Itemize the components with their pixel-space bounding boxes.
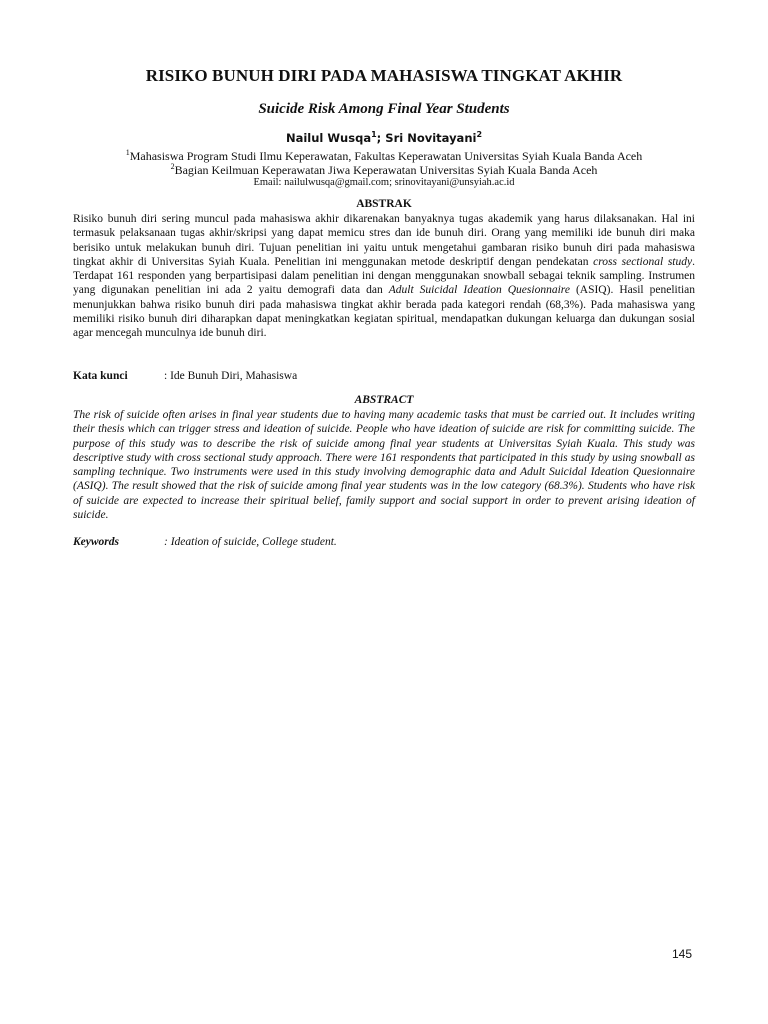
abstrak-text: Risiko bunuh diri sering muncul pada mahasiswa akhir dikarenakan banyaknya tugas akademik yang harus dilaksanakan. Hal ini termasuk pelaksanaan tugas akhir/skripsi yang dapat memicu stres dan ide bunuh diri. Orang yang memiliki ide bunuh diri maka berisiko untuk melakukan bunuh diri. Tujuan penelitian ini yaitu untuk mengetahui gambaran risiko bunuh diri pada mahasiswa tingkat akhir di Universitas Syiah Kuala. Penelitian ini menggunakan metode deskriptif dengan pendekatan: [73, 213, 695, 268]
affiliation-text: Mahasiswa Program Studi Ilmu Keperawatan, Fakultas Keperawatan Universitas Syiah Kuala Banda Aceh: [129, 149, 643, 163]
affiliation-text: Bagian Keilmuan Keperawatan Jiwa Keperawatan Universitas Syiah Kuala Banda Aceh: [174, 163, 598, 177]
affiliation-number: 1: [125, 148, 130, 157]
abstrak-text-italic: Adult Suicidal Ideation Quesionnaire: [388, 284, 570, 297]
affiliation-number: 2: [170, 162, 175, 171]
author-list: [0, 130, 768, 145]
author-name: Nailul Wusqa: [285, 130, 372, 145]
author-separator: ;: [376, 130, 382, 145]
page-number: 145: [672, 947, 693, 961]
abstrak-text: (ASIQ). Hasil penelitian menunjukkan bahwa risiko bunuh diri pada mahasiswa tingkat akhir berada pada kategori rendah (68,3%). Pada mahasiswa yang memiliki risiko bunuh diri diharapkan dapat meningkatkan kegiatan spiritual, mendapatkan dukungan keluarga dan dukungan sosial agar mencegah munculnya ide bunuh diri.: [73, 284, 695, 340]
keywords-label: Keywords: [73, 536, 119, 548]
author-affil-mark: 1: [371, 130, 377, 139]
affiliation-2: [0, 162, 768, 178]
abstrak-text-italic: cross sectional study: [593, 255, 693, 268]
keywords-value: : Ideation of suicide, College student.: [164, 536, 337, 548]
author-affil-mark: 2: [476, 130, 483, 139]
kata-kunci-label: Kata kunci: [73, 370, 128, 382]
abstrak-body: [73, 212, 695, 341]
kata-kunci-value: : Ide Bunuh Diri, Mahasiswa: [164, 370, 298, 382]
abstract-body: The risk of suicide often arises in final year students due to having many academic tasks that must be carried out. It includes writing their thesis which can trigger stress and ideation of suicide. People who have ideation of suicide are risk for committing suicide. The purpose of this study was to describe the risk of suicide among final year students at Universitas Syiah Kuala. This study was descriptive study with cross sectional study approach. There were 161 respondents that participated in this study by using snowball as sampling technique. Two instruments were used in this study involving demographic data and Adult Suicidal Ideation Quesionnaire (ASIQ). The result showed that the risk of suicide among final year students was in the low category (68.3%). Students who have risk of suicide are expected to increase their spiritual belief, family support and social support in order to prevent arising ideation of suicide.: [73, 409, 695, 522]
author-email: Email: nailulwusqa@gmail.com; srinovitayani@unsyiah.ac.id: [253, 177, 515, 188]
abstrak-text: . Terdapat 161 responden yang berpartisipasi dalam penelitian ini dengan menggunakan snowball sebagai teknik sampling. Instrumen yang digunakan penelitian ini ada 2 yaitu demografi data dan: [73, 255, 695, 297]
paper-title: RISIKO BUNUH DIRI PADA MAHASISWA TINGKAT AKHIR: [145, 66, 623, 85]
author-name: Sri Novitayani: [385, 130, 477, 145]
abstrak-heading: ABSTRAK: [356, 198, 412, 210]
abstract-heading: ABSTRACT: [354, 394, 414, 406]
paper-subtitle: Suicide Risk Among Final Year Students: [258, 101, 510, 117]
